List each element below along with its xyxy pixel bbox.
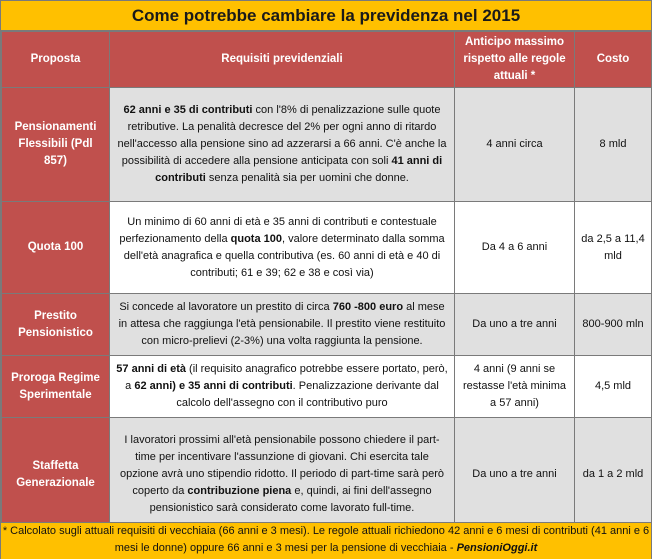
row-costo: da 1 a 2 mld xyxy=(575,418,652,532)
row-anticipo: 4 anni (9 anni se restasse l'età minima a 57 anni) xyxy=(455,356,575,418)
header-row xyxy=(2,32,652,88)
req-text: e, quindi, ai fini dell'assegno pensionistico sarà considerato come lavorato full-time. xyxy=(149,485,432,514)
pension-table xyxy=(1,31,652,532)
table-row xyxy=(2,418,652,532)
req-text: al mese in attesa che raggiunga l'età pensionabile. Il prestito viene restituito con micro-prelievi (2-3%) una volta raggiunta la pensione. xyxy=(118,301,446,347)
req-text: (il requisito anagrafico potrebbe essere portato, però, a xyxy=(125,363,448,392)
source-label: PensioniOggi.it xyxy=(456,542,538,554)
row-anticipo: Da uno a tre anni xyxy=(455,418,575,532)
footnote xyxy=(1,522,651,559)
row-requisiti xyxy=(110,356,455,418)
req-bold: 41 anni di contributi xyxy=(155,155,443,184)
req-bold: 62 anni e 35 di contributi xyxy=(123,104,253,116)
header-proposta: Proposta xyxy=(2,32,110,88)
row-requisiti xyxy=(110,294,455,356)
req-text: Un minimo di 60 anni di età e 35 anni di contributi e contestuale perfezionamento della xyxy=(119,215,437,245)
row-proposta: Proroga Regime Sperimentale xyxy=(2,356,110,418)
row-costo: 800-900 mln xyxy=(575,294,652,356)
row-anticipo: 4 anni circa xyxy=(455,88,575,202)
table-row xyxy=(2,88,652,202)
req-bold: 57 anni di età xyxy=(116,363,186,375)
req-text: senza penalità sia per uomini che donne. xyxy=(205,172,409,184)
row-proposta: Quota 100 xyxy=(2,202,110,294)
header-costo: Costo xyxy=(575,32,652,88)
row-costo: 4,5 mld xyxy=(575,356,652,418)
row-costo: da 2,5 a 11,4 mld xyxy=(575,202,652,294)
req-text: , valore determinato dalla somma dell'età anagrafica e quella contributiva (es. 60 anni di età e 40 di contributi; 61 e 39; 62 e 38 e così via) xyxy=(123,232,445,279)
header-requisiti: Requisiti previdenziali xyxy=(110,32,455,88)
table-row xyxy=(2,202,652,294)
row-requisiti xyxy=(110,88,455,202)
page-title: Come potrebbe cambiare la previdenza nel 2015 xyxy=(1,1,651,31)
table-row xyxy=(2,356,652,418)
req-bold: quota 100 xyxy=(230,232,282,245)
row-requisiti xyxy=(110,202,455,294)
row-anticipo: Da 4 a 6 anni xyxy=(455,202,575,294)
req-text: . Penalizzazione derivante dal calcolo dell'assegno con il contributivo puro xyxy=(176,380,439,409)
row-proposta: Staffetta Generazionale xyxy=(2,418,110,532)
req-text: con l'8% di penalizzazione sulle quote retributive. La penalità decresce del 2% per ogni anno di ritardo nell'accesso alla pensione sino ad azzerarsi a 66 anni. C'è anche la possibilità di accedere alla pensione anticipata con soli xyxy=(117,104,447,167)
req-bold: 760 -800 euro xyxy=(332,301,404,313)
row-anticipo: Da uno a tre anni xyxy=(455,294,575,356)
footnote-text: * Calcolato sugli attuali requisiti di vecchiaia (66 anni e 3 mesi). Le regole attuali richiedono 42 anni e 6 mesi di contributi (41 anni e 6 mesi le donne) oppure 66 anni e 3 mesi per la pensione di vecchiaia - xyxy=(2,525,650,554)
req-bold: 62 anni) e 35 anni di contributi xyxy=(134,380,293,392)
header-anticipo: Anticipo massimo rispetto alle regole attuali * xyxy=(455,32,575,88)
req-bold: contribuzione piena xyxy=(187,485,292,497)
row-requisiti xyxy=(110,418,455,532)
table-row xyxy=(2,294,652,356)
row-costo: 8 mld xyxy=(575,88,652,202)
row-proposta: Prestito Pensionistico xyxy=(2,294,110,356)
req-text: Si concede al lavoratore un prestito di circa xyxy=(119,301,333,313)
row-proposta: Pensionamenti Flessibili (Pdl 857) xyxy=(2,88,110,202)
req-text: I lavoratori prossimi all'età pensionabile possono chiedere il part-time per incentivare l'assunzione di giovani. Chi esercita tale opzione avrà uno stipendio ridotto. Il periodo di part-time sarà però coperto da xyxy=(119,434,445,497)
